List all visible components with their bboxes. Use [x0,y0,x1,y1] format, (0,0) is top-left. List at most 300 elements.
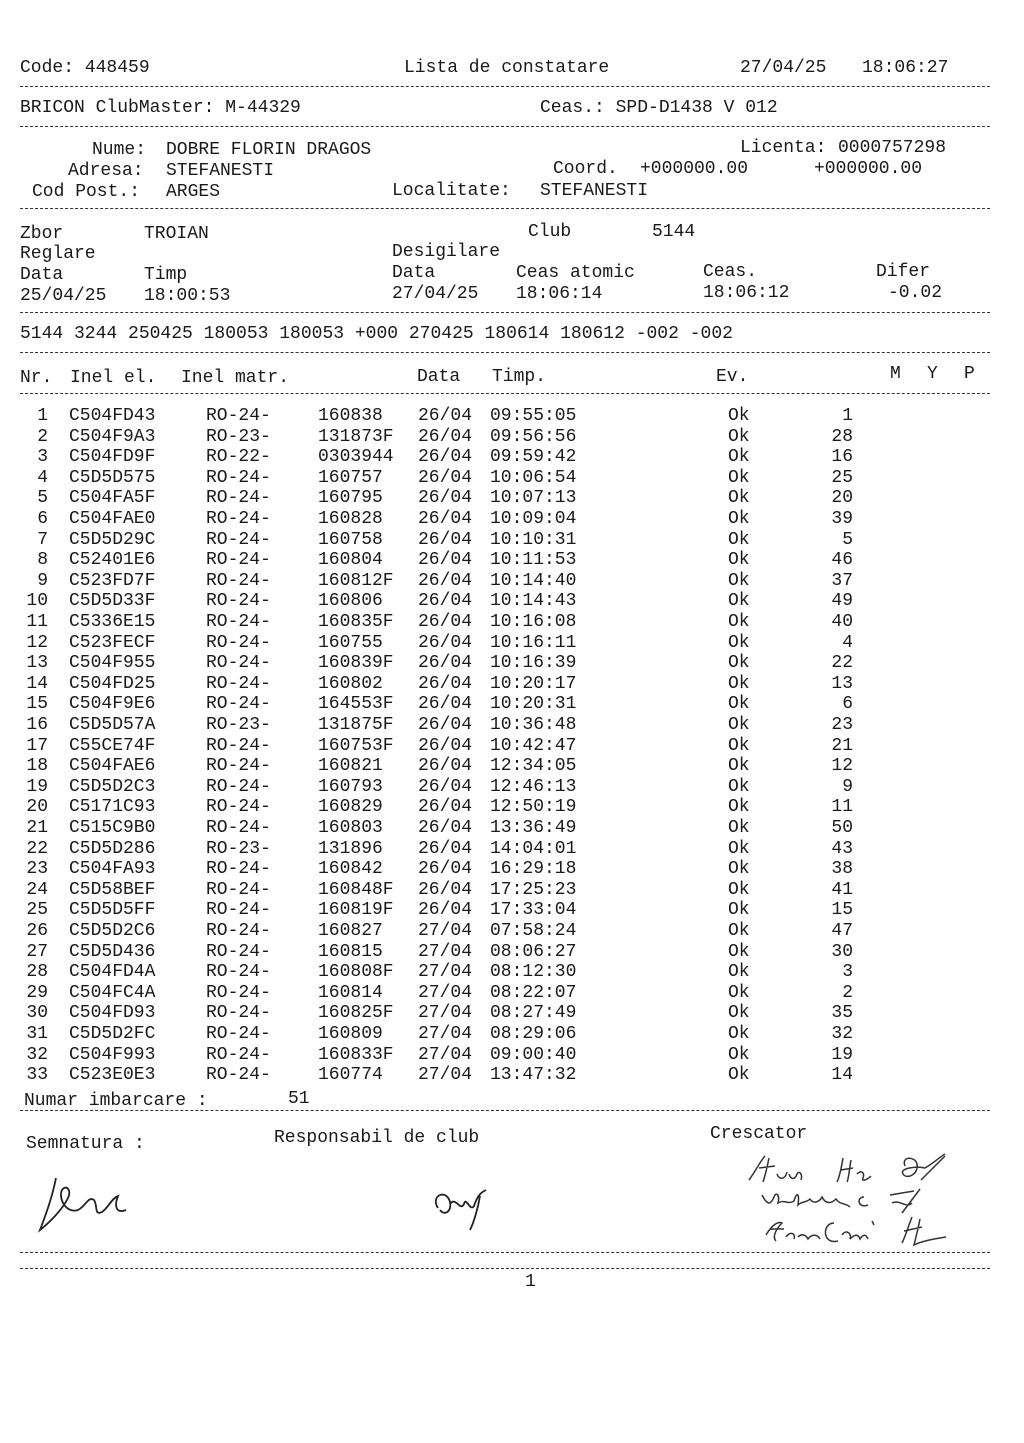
cell-date: 26/04 [418,797,473,818]
cell-position: 46 [831,550,853,571]
cell-ring-number: 160795 [318,488,383,509]
cell-event: Ok [728,632,750,653]
cell-event: Ok [728,797,750,818]
locality-value: STEFANESTI [540,181,649,201]
cell-position: 49 [831,591,853,612]
cell-date: 26/04 [418,735,473,756]
cell-date: 26/04 [418,900,473,921]
cell-prefix: RO-24- [206,529,271,550]
table-row [0,488,1024,508]
table-row [0,406,1024,426]
cell-event: Ok [728,900,750,921]
cell-time: 12:46:13 [490,776,577,797]
cell-position: 15 [831,900,853,921]
cell-nr: 15 [26,694,48,715]
cell-position: 5 [842,529,853,550]
cell-prefix: RO-24- [206,756,271,777]
cell-nr: 11 [26,612,48,632]
cell-position: 37 [831,570,853,591]
cell-inel-el: C5D5D436 [69,941,156,962]
signature-left [36,1170,136,1245]
cell-inel-el: C504F9A3 [69,426,156,447]
document-code: Code: 448459 [20,58,150,78]
code-line: 5144 3244 250425 180053 180053 +000 270425 180614 180612 -002 -002 [20,324,733,344]
cell-nr: 18 [26,756,48,777]
address-label: Adresa: [68,161,144,181]
cell-date: 26/04 [418,715,473,735]
cell-date: 26/04 [418,550,473,571]
license-label: Licenta: [740,138,827,158]
cell-time: 10:16:08 [490,612,577,632]
table-row [0,859,1024,879]
table-row [0,1065,1024,1085]
cell-ring-number: 160829 [318,797,383,818]
cell-prefix: RO-24- [206,509,271,529]
cell-date: 27/04 [418,962,473,983]
cell-date: 26/04 [418,673,473,694]
cell-ring-number: 160835F [318,612,394,632]
cell-position: 43 [831,838,853,859]
desigilare-label: Desigilare [392,242,501,262]
cell-position: 2 [842,982,853,1003]
club-master: BRICON ClubMaster: M-44329 [20,98,301,118]
cell-position: 30 [831,941,853,962]
table-row [0,900,1024,920]
cell-time: 10:20:31 [490,694,577,715]
col-inel-matr: Inel matr. [181,368,290,388]
cell-event: Ok [728,406,750,426]
reglare-data-label: Data [20,265,64,285]
cell-nr: 1 [37,406,48,426]
cell-prefix: RO-24- [206,797,271,818]
cell-position: 39 [831,509,853,529]
cell-position: 47 [831,921,853,941]
cell-event: Ok [728,838,750,859]
col-timp: Timp. [492,367,547,387]
cell-position: 1 [842,406,853,426]
document-title: Lista de constatare [404,58,610,78]
cell-nr: 10 [26,591,48,612]
cell-nr: 3 [37,447,48,468]
cell-prefix: RO-24- [206,550,271,571]
cell-time: 10:36:48 [490,715,577,735]
cell-time: 10:06:54 [490,467,577,488]
cell-nr: 20 [26,797,48,818]
cell-ring-number: 160839F [318,653,394,674]
cell-ring-number: 160806 [318,591,383,612]
postal-label: Cod Post.: [32,182,141,202]
reglare-label: Reglare [20,244,96,264]
cell-nr: 27 [26,941,48,962]
cell-prefix: RO-23- [206,715,271,735]
coord-y: +000000.00 [814,159,923,179]
cell-position: 35 [831,1003,853,1024]
cell-time: 13:47:32 [490,1065,577,1086]
divider [20,86,990,87]
cell-nr: 22 [26,838,48,859]
cell-event: Ok [728,529,750,550]
cell-inel-el: C523E0E3 [69,1065,156,1086]
cell-position: 23 [831,715,853,735]
cell-prefix: RO-24- [206,735,271,756]
cell-prefix: RO-24- [206,632,271,653]
club-responsible-label: Responsabil de club [274,1128,480,1148]
cell-inel-el: C504FD43 [69,406,156,426]
cell-date: 26/04 [418,756,473,777]
cell-nr: 2 [37,426,48,447]
cell-nr: 7 [37,529,48,550]
cell-prefix: RO-23- [206,426,271,447]
page-number: 1 [525,1272,536,1292]
cell-inel-el: C5171C93 [69,797,156,818]
cell-event: Ok [728,612,750,632]
cell-event: Ok [728,447,750,468]
table-row [0,694,1024,714]
cell-date: 26/04 [418,509,473,529]
club-label: Club [528,222,572,242]
cell-time: 08:27:49 [490,1003,577,1024]
cell-ring-number: 160812F [318,570,394,591]
header-date: 27/04/25 [740,58,827,78]
cell-position: 22 [831,653,853,674]
cell-inel-el: C5D5D5FF [69,900,156,921]
col-inel-el: Inel el. [70,368,157,388]
cell-nr: 5 [37,488,48,509]
cell-prefix: RO-24- [206,921,271,941]
cell-inel-el: C504F955 [69,653,156,674]
cell-prefix: RO-24- [206,1044,271,1065]
reglare-time: 18:00:53 [144,286,231,306]
table-row [0,756,1024,776]
signature-middle [428,1182,498,1237]
cell-inel-el: C5D5D286 [69,838,156,859]
cell-inel-el: C504FA93 [69,859,156,880]
cell-ring-number: 160815 [318,941,383,962]
cell-event: Ok [728,735,750,756]
cell-time: 13:36:49 [490,818,577,838]
cell-prefix: RO-24- [206,1065,271,1086]
cell-ring-number: 160848F [318,879,394,900]
zbor-value: TROIAN [144,224,209,244]
cell-event: Ok [728,570,750,591]
cell-inel-el: C504F9E6 [69,694,156,715]
cell-prefix: RO-24- [206,1003,271,1024]
cell-date: 26/04 [418,488,473,509]
cell-prefix: RO-24- [206,673,271,694]
cell-date: 26/04 [418,426,473,447]
zbor-label: Zbor [20,224,64,244]
cell-position: 19 [831,1044,853,1065]
cell-nr: 24 [26,879,48,900]
cell-date: 27/04 [418,1065,473,1086]
cell-prefix: RO-24- [206,1024,271,1044]
table-row [0,962,1024,982]
cell-inel-el: C523FD7F [69,570,156,591]
cell-inel-el: C5D5D29C [69,529,156,550]
cell-event: Ok [728,921,750,941]
cell-time: 08:12:30 [490,962,577,983]
cell-date: 26/04 [418,612,473,632]
cell-date: 27/04 [418,1024,473,1044]
divider [20,1110,990,1111]
cell-inel-el: C5D5D57A [69,715,156,735]
table-row [0,550,1024,570]
cell-event: Ok [728,550,750,571]
cell-ring-number: 0303944 [318,447,394,468]
cell-prefix: RO-24- [206,694,271,715]
cell-position: 50 [831,818,853,838]
table-row [0,530,1024,550]
cell-ring-number: 160821 [318,756,383,777]
cell-ring-number: 160757 [318,467,383,488]
cell-prefix: RO-23- [206,838,271,859]
table-row [0,777,1024,797]
coord-label: Coord. [553,159,618,179]
clock-id: Ceas.: SPD-D1438 V 012 [540,98,778,118]
cell-position: 28 [831,426,853,447]
cell-nr: 9 [37,570,48,591]
cell-event: Ok [728,653,750,674]
cell-nr: 33 [26,1065,48,1086]
reglare-date: 25/04/25 [20,286,107,306]
table-row [0,427,1024,447]
signature-label: Semnatura : [26,1134,145,1154]
cell-ring-number: 160753F [318,735,394,756]
cell-event: Ok [728,941,750,962]
cell-time: 17:33:04 [490,900,577,921]
table-row [0,1045,1024,1065]
cell-time: 09:56:56 [490,426,577,447]
cell-event: Ok [728,673,750,694]
breeder-label: Crescator [710,1124,808,1144]
cell-event: Ok [728,488,750,509]
table-row [0,1003,1024,1023]
cell-time: 10:20:17 [490,673,577,694]
cell-inel-el: C504FC4A [69,982,156,1003]
cell-event: Ok [728,715,750,735]
cell-date: 27/04 [418,941,473,962]
cell-inel-el: C5D5D2FC [69,1024,156,1044]
table-row [0,571,1024,591]
divider [20,393,990,394]
cell-date: 26/04 [418,818,473,838]
cell-position: 32 [831,1024,853,1044]
coord-x: +000000.00 [640,159,749,179]
table-row [0,715,1024,735]
table-row [0,674,1024,694]
cell-ring-number: 160793 [318,776,383,797]
cell-inel-el: C504FAE6 [69,756,156,777]
desig-date: 27/04/25 [392,284,479,304]
license-number: 0000757298 [838,138,947,158]
cell-inel-el: C5D5D2C6 [69,921,156,941]
cell-date: 26/04 [418,632,473,653]
cell-nr: 17 [26,735,48,756]
cell-event: Ok [728,1044,750,1065]
cell-ring-number: 160842 [318,859,383,880]
cell-nr: 31 [26,1024,48,1044]
cell-ring-number: 160755 [318,632,383,653]
cell-event: Ok [728,1003,750,1024]
cell-position: 38 [831,859,853,880]
desig-clock: 18:06:12 [703,283,790,303]
difer-value: -0.02 [888,283,943,303]
cell-event: Ok [728,962,750,983]
cell-ring-number: 160814 [318,982,383,1003]
cell-ring-number: 160819F [318,900,394,921]
cell-nr: 19 [26,776,48,797]
cell-nr: 23 [26,859,48,880]
cell-inel-el: C515C9B0 [69,818,156,838]
cell-nr: 14 [26,673,48,694]
cell-position: 9 [842,776,853,797]
cell-position: 25 [831,467,853,488]
col-y: Y [927,364,938,384]
cell-time: 10:16:11 [490,632,577,653]
cell-inel-el: C5D58BEF [69,879,156,900]
cell-position: 6 [842,694,853,715]
summary-value: 51 [288,1089,310,1109]
cell-date: 26/04 [418,859,473,880]
cell-prefix: RO-24- [206,406,271,426]
table-row [0,591,1024,611]
divider [20,208,990,209]
cell-ring-number: 160827 [318,921,383,941]
cell-inel-el: C52401E6 [69,550,156,571]
table-row [0,653,1024,673]
cell-prefix: RO-24- [206,962,271,983]
cell-ring-number: 160803 [318,818,383,838]
cell-event: Ok [728,591,750,612]
cell-date: 26/04 [418,570,473,591]
cell-ring-number: 131875F [318,715,394,735]
cell-date: 26/04 [418,838,473,859]
cell-ring-number: 160825F [318,1003,394,1024]
cell-time: 10:14:40 [490,570,577,591]
address: STEFANESTI [166,161,275,181]
cell-nr: 6 [37,509,48,529]
difer-label: Difer [876,262,931,282]
cell-ring-number: 160809 [318,1024,383,1044]
cell-prefix: RO-24- [206,776,271,797]
cell-time: 08:29:06 [490,1024,577,1044]
cell-event: Ok [728,467,750,488]
cell-time: 12:50:19 [490,797,577,818]
table-row [0,447,1024,467]
cell-event: Ok [728,1065,750,1086]
cell-time: 10:16:39 [490,653,577,674]
cell-ring-number: 160802 [318,673,383,694]
signature-breeder-3 [762,1215,962,1256]
cell-prefix: RO-24- [206,488,271,509]
desig-atomic: 18:06:14 [516,284,603,304]
cell-ring-number: 164553F [318,694,394,715]
cell-nr: 32 [26,1044,48,1065]
cell-nr: 29 [26,982,48,1003]
cell-position: 4 [842,632,853,653]
cell-nr: 8 [37,550,48,571]
cell-nr: 4 [37,467,48,488]
header-time: 18:06:27 [862,58,949,78]
cell-time: 10:11:53 [490,550,577,571]
cell-time: 16:29:18 [490,859,577,880]
cell-ring-number: 160774 [318,1065,383,1086]
cell-time: 14:04:01 [490,838,577,859]
locality-label: Localitate: [392,181,511,201]
cell-ring-number: 160828 [318,509,383,529]
cell-nr: 16 [26,715,48,735]
cell-date: 26/04 [418,529,473,550]
cell-ring-number: 160804 [318,550,383,571]
col-data: Data [417,367,461,387]
cell-date: 26/04 [418,467,473,488]
postal-value: ARGES [166,182,221,202]
cell-prefix: RO-24- [206,900,271,921]
cell-event: Ok [728,509,750,529]
cell-nr: 26 [26,921,48,941]
cell-position: 20 [831,488,853,509]
cell-time: 08:22:07 [490,982,577,1003]
cell-time: 09:00:40 [490,1044,577,1065]
cell-event: Ok [728,859,750,880]
cell-prefix: RO-24- [206,818,271,838]
table-row [0,797,1024,817]
ceas-label: Ceas. [703,262,758,282]
table-row [0,1024,1024,1044]
cell-time: 08:06:27 [490,941,577,962]
cell-ring-number: 160758 [318,529,383,550]
cell-inel-el: C504FD93 [69,1003,156,1024]
cell-time: 17:25:23 [490,879,577,900]
owner-name: DOBRE FLORIN DRAGOS [166,140,372,160]
cell-time: 07:58:24 [490,921,577,941]
cell-event: Ok [728,879,750,900]
cell-ring-number: 160838 [318,406,383,426]
cell-nr: 28 [26,962,48,983]
cell-ring-number: 131896 [318,838,383,859]
summary-label: Numar imbarcare : [24,1091,208,1111]
cell-event: Ok [728,756,750,777]
cell-date: 26/04 [418,447,473,468]
club-value: 5144 [652,222,696,242]
cell-date: 26/04 [418,591,473,612]
table-row [0,468,1024,488]
cell-time: 10:42:47 [490,735,577,756]
cell-inel-el: C504FD25 [69,673,156,694]
cell-event: Ok [728,1024,750,1044]
cell-prefix: RO-24- [206,879,271,900]
cell-date: 26/04 [418,653,473,674]
cell-nr: 21 [26,818,48,838]
cell-time: 10:09:04 [490,509,577,529]
cell-inel-el: C523FECF [69,632,156,653]
table-row [0,736,1024,756]
cell-nr: 12 [26,632,48,653]
cell-inel-el: C5D5D2C3 [69,776,156,797]
cell-position: 13 [831,673,853,694]
cell-inel-el: C5D5D33F [69,591,156,612]
cell-inel-el: C504FA5F [69,488,156,509]
cell-event: Ok [728,426,750,447]
cell-date: 26/04 [418,694,473,715]
cell-date: 27/04 [418,921,473,941]
table-row [0,509,1024,529]
cell-date: 26/04 [418,776,473,797]
cell-prefix: RO-24- [206,467,271,488]
cell-position: 14 [831,1065,853,1086]
desig-data-label: Data [392,263,436,283]
cell-event: Ok [728,982,750,1003]
